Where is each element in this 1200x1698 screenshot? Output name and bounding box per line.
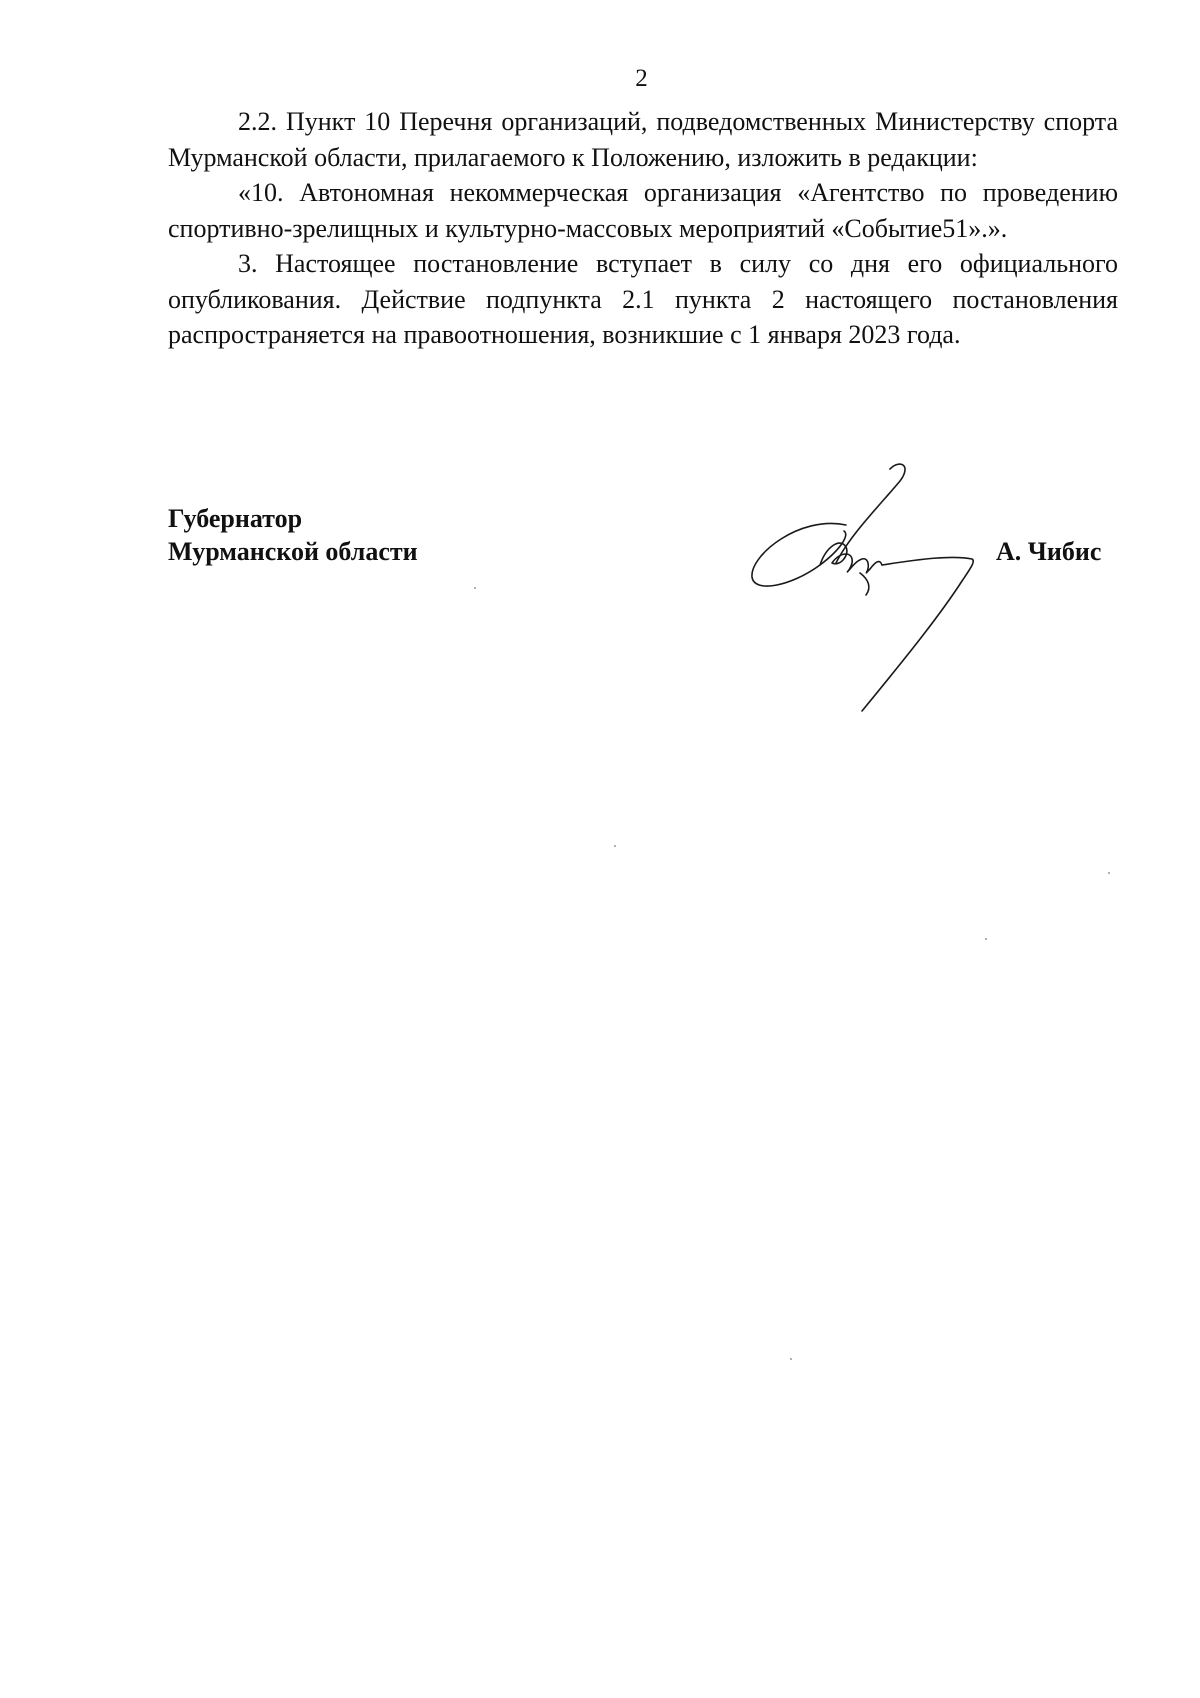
document-body <box>168 104 1118 353</box>
paragraph-2-2: 2.2. Пункт 10 Перечня организаций, подведомственных Министерству спорта Мурманской области, прилагаемого к Положению, изложить в редакции: <box>168 107 1118 172</box>
scan-speck <box>1108 872 1110 874</box>
paragraph-3: 3. Настоящее постановление вступает в силу со дня его официального опубликования. Действие подпункта 2.1 пункта 2 настоящего постановления распространяется на правоотношения, возникшие с 1 января 2023 года. <box>168 249 1118 349</box>
handwritten-signature <box>740 455 1000 715</box>
scan-speck <box>985 938 987 940</box>
signatory-name: А. Чибис <box>996 537 1102 566</box>
scan-speck <box>474 587 476 589</box>
paragraph-item-10: «10. Автономная некоммерческая организация «Агентство по проведению спортивно-зрелищных и культурно-массовых мероприятий «Событие51».». <box>168 178 1118 243</box>
page-number: 2 <box>635 65 648 92</box>
signatory-title-line1: Губернатор <box>168 504 303 533</box>
scan-speck <box>614 845 616 847</box>
signatory-title <box>168 502 418 568</box>
scan-speck <box>790 1358 792 1360</box>
signatory-title-line2: Мурманской области <box>168 537 418 566</box>
